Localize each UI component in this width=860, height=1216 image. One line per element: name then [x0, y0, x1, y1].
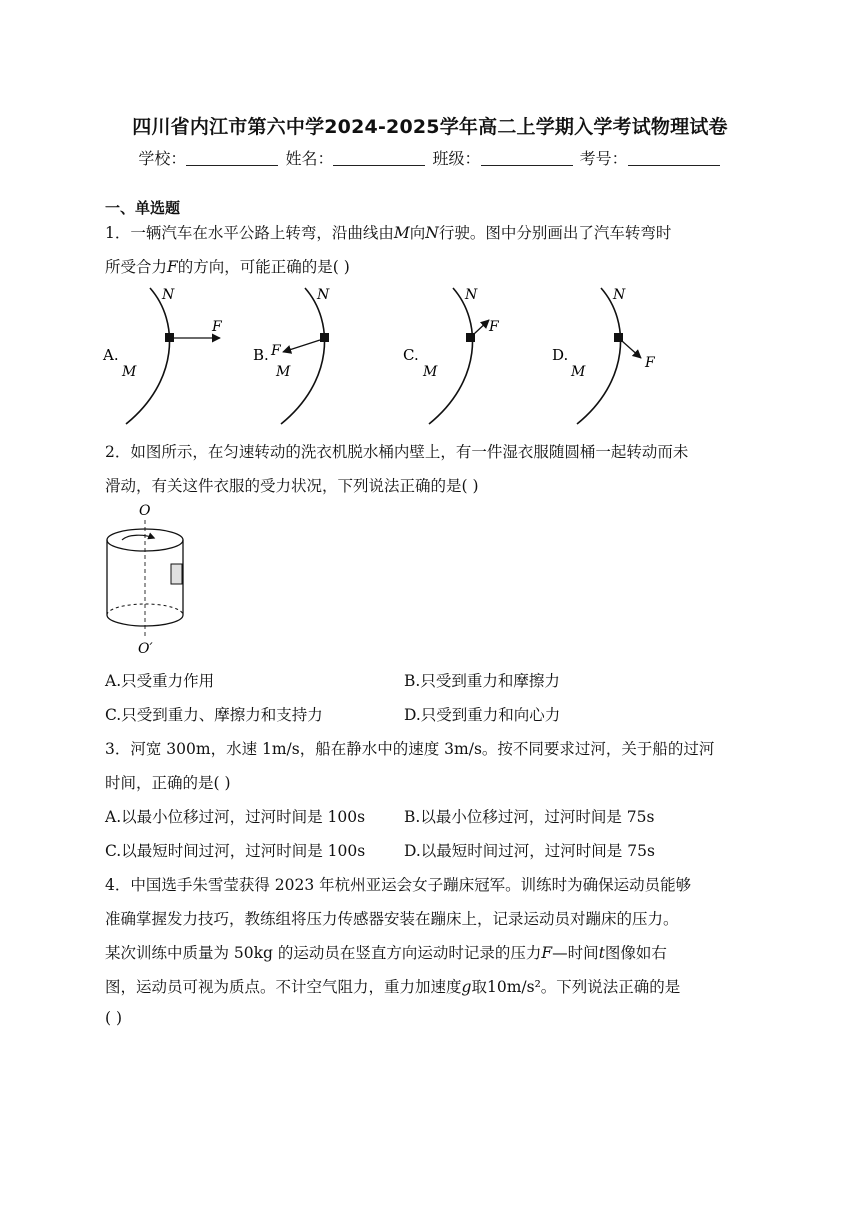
q1-option-c-figure[interactable] [403, 287, 500, 424]
q1-c-n-label: N [465, 287, 478, 303]
q2-option-a[interactable]: A.只受重力作用 [105, 672, 215, 690]
q1-d-n-label: N [613, 287, 626, 303]
q1-b-m-label: M [276, 364, 291, 380]
q4-line-3: 某次训练中质量为 50kg 的运动员在竖直方向运动时记录的压力F—时间t图像如右 [105, 944, 667, 962]
q3-option-d[interactable]: D.以最短时间过河，过河时间是 75s [404, 842, 655, 860]
q1-line-2: 所受合力F的方向，可能正确的是( ) [105, 258, 350, 276]
q3-line-1: 3．河宽 300m，水速 1m/s，船在静水中的速度 3m/s。按不同要求过河，关于船的过河 [105, 740, 715, 758]
q1-option-a-label: A. [103, 346, 119, 364]
q1-option-b-label: B. [253, 346, 269, 364]
name-label: 姓名： [285, 149, 334, 168]
school-blank[interactable] [186, 151, 278, 166]
q2-line-2: 滑动，有关这件衣服的受力状况，下列说法正确的是( ) [105, 477, 479, 495]
q2-axis-bottom-label: O′ [138, 641, 153, 657]
q2-option-c[interactable]: C.只受到重力、摩擦力和支持力 [105, 706, 323, 724]
q1-option-c-label: C. [403, 346, 419, 364]
class-blank[interactable] [481, 151, 573, 166]
exam-number-blank[interactable] [628, 151, 720, 166]
q2-option-d[interactable]: D.只受到重力和向心力 [404, 706, 561, 724]
q1-b-f-label: F [271, 343, 281, 359]
q1-a-n-label: N [162, 287, 175, 303]
class-label: 班级： [432, 149, 481, 168]
q1-option-d-figure[interactable] [552, 287, 656, 424]
q2-option-b[interactable]: B.只受到重力和摩擦力 [404, 672, 560, 690]
q1-option-a-figure[interactable] [102, 287, 223, 424]
q1-c-f-label: F [489, 319, 499, 335]
q4-line-4: 图，运动员可视为质点。不计空气阻力，重力加速度g取10m/s²。下列说法正确的是 [105, 978, 681, 996]
q2-drum-figure [100, 500, 200, 660]
q1-a-f-label: F [212, 319, 222, 335]
name-blank[interactable] [333, 151, 425, 166]
q3-line-2: 时间，正确的是( ) [105, 774, 231, 792]
exam-number-label: 考号： [579, 149, 628, 168]
q3-option-c[interactable]: C.以最短时间过河，过河时间是 100s [105, 842, 366, 860]
q1-option-b-figure[interactable] [253, 287, 330, 424]
q3-option-b[interactable]: B.以最小位移过河，过河时间是 75s [404, 808, 655, 826]
q1-option-d-label: D. [552, 346, 569, 364]
school-label: 学校： [138, 149, 187, 168]
q1-a-m-label: M [122, 364, 137, 380]
student-info-row [0, 146, 860, 169]
q4-line-1: 4．中国选手朱雪莹获得 2023 年杭州亚运会女子蹦床冠军。训练时为确保运动员能够 [105, 876, 692, 894]
q1-d-m-label: M [571, 364, 586, 380]
q3-option-a[interactable]: A.以最小位移过河，过河时间是 100s [105, 808, 366, 826]
q1-line-1: 1．一辆汽车在水平公路上转弯，沿曲线由M向N行驶。图中分别画出了汽车转弯时 [105, 224, 672, 242]
q1-d-f-label: F [645, 355, 655, 371]
q1-figures [100, 282, 700, 430]
exam-title: 四川省内江市第六中学2024-2025学年高二上学期入学考试物理试卷 [132, 116, 728, 138]
q1-b-n-label: N [317, 287, 330, 303]
q4-line-5: ( ) [105, 1009, 123, 1027]
q1-c-m-label: M [423, 364, 438, 380]
q2-line-1: 2．如图所示，在匀速转动的洗衣机脱水桶内壁上，有一件湿衣服随圆桶一起转动而未 [105, 443, 689, 461]
q4-line-2: 准确掌握发力技巧，教练组将压力传感器安装在蹦床上，记录运动员对蹦床的压力。 [105, 910, 679, 928]
section-title: 一、单选题 [105, 199, 181, 217]
q2-axis-top-label: O [139, 503, 151, 519]
